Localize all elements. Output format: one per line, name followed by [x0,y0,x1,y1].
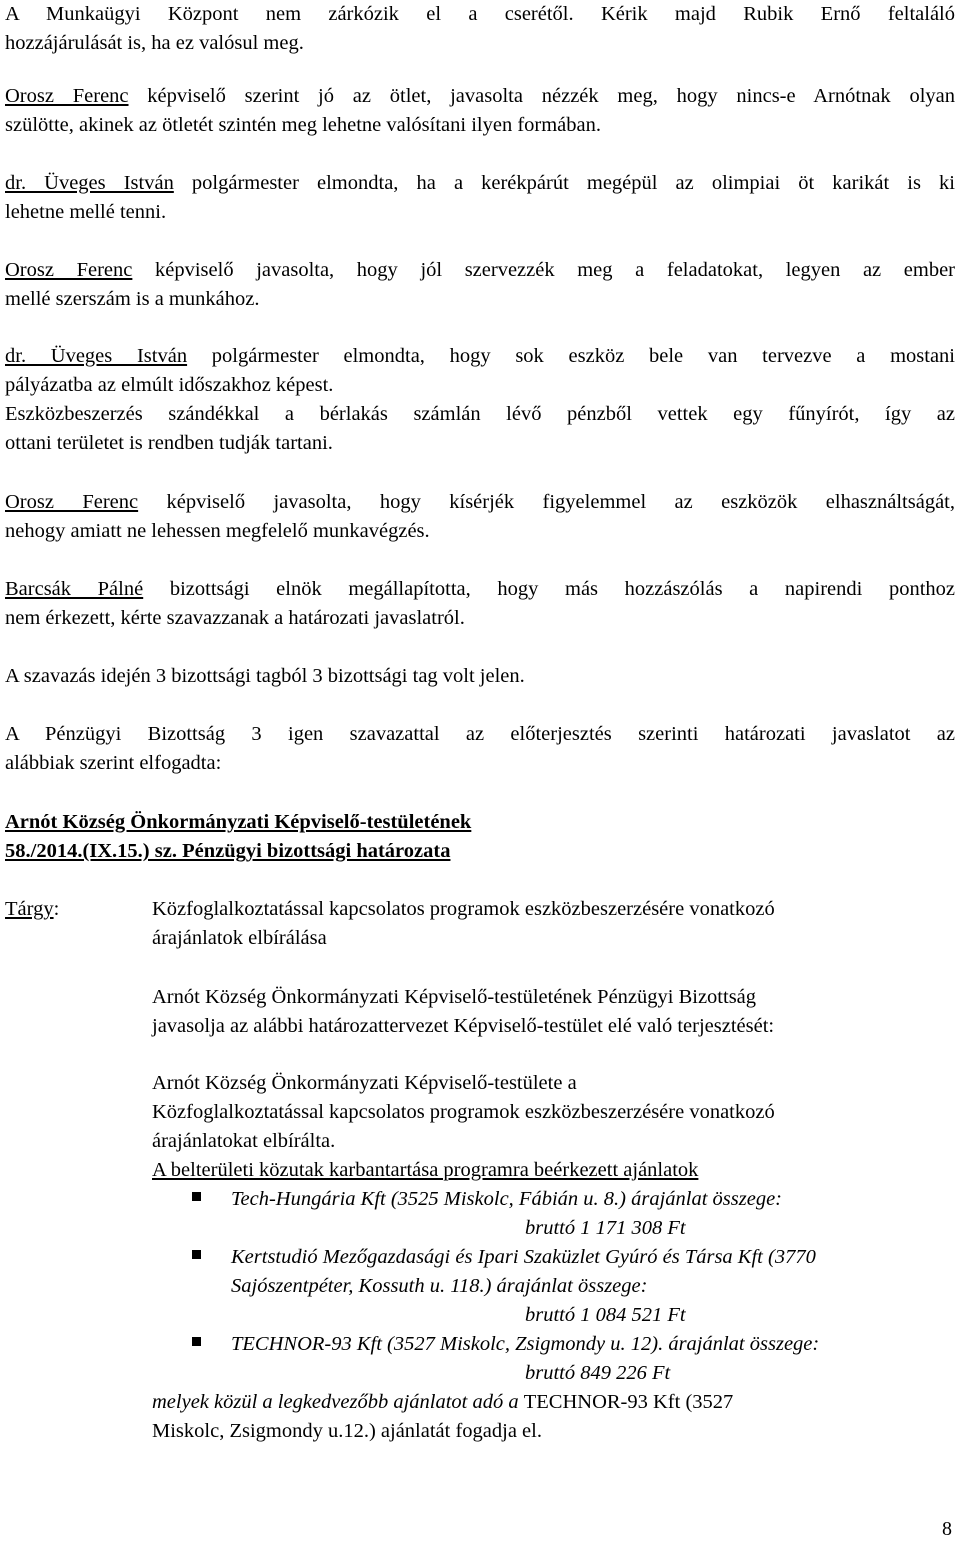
paragraph-5-line-3: Eszközbeszerzés szándékkal a bérlakás számlán lévő pénzből vettek egy fűnyírót, így az [5,403,955,425]
speaker-name: dr. Üveges István [5,345,188,367]
offer-1-amount: bruttó 1 171 308 Ft [525,1217,686,1239]
paragraph-5-line-1 [5,342,955,371]
voting-attendance: A szavazás idején 3 bizottsági tagból 3 bizottsági tag volt jelen. [5,665,525,687]
offer-3-line-1: TECHNOR-93 Kft (3527 Miskolc, Zsigmondy u. 12). árajánlat összege: [231,1333,820,1355]
paragraph-text: polgármester elmondta, hogy sok eszköz bele van tervezve a mostani [187,345,955,367]
decision-line-2: Közfoglalkoztatással kapcsolatos programok eszközbeszerzésére vonatkozó [152,1101,775,1123]
paragraph-text: bizottsági elnök megállapította, hogy más hozzászólás a napirendi ponthoz [143,578,955,600]
offer-1-line-1: Tech-Hungária Kft (3525 Miskolc, Fábián u. 8.) árajánlat összege: [231,1188,782,1210]
subject-colon: : [53,898,60,920]
page-number: 8 [942,1518,952,1540]
bullet-icon [192,1337,201,1346]
proposal-line-1: Arnót Község Önkormányzati Képviselő-testületének Pénzügyi Bizottság [152,986,757,1008]
paragraph-6-line-2: nehogy amiatt ne lehessen megfelelő munkavégzés. [5,520,430,542]
paragraph-9-line-2: alábbiak szerint elfogadta: [5,752,222,774]
decision-line-1: Arnót Község Önkormányzati Képviselő-testülete a [152,1072,577,1094]
resolution-heading-line-2: 58./2014.(IX.15.) sz. Pénzügyi bizottsági határozata [5,840,451,862]
paragraph-5-line-4: ottani területet is rendben tudják tartani. [5,432,333,454]
proposal-line-2: javasolja az alábbi határozattervezet Képviselő-testület elé való terjesztését: [152,1015,775,1037]
paragraph-4-line-1 [5,256,955,285]
paragraph-2-line-1 [5,82,955,111]
paragraph-1-line-2: hozzájárulását is, ha ez valósul meg. [5,32,304,54]
paragraph-3-line-1 [5,169,955,198]
speaker-name: dr. Üveges István [5,172,174,194]
offer-2-line-1: Kertstudió Mezőgazdasági és Ipari Szaküzlet Gyúró és Társa Kft (3770 [231,1246,816,1268]
subject-label-text: Tárgy [5,898,54,920]
conclusion-line-2: Miskolc, Zsigmondy u.12.) ajánlatát fogadja el. [152,1420,542,1442]
subject-line-2: árajánlatok elbírálása [152,927,327,949]
paragraph-9-line-1: A Pénzügyi Bizottság 3 igen szavazattal az előterjesztés szerinti határozati javaslatot az [5,723,955,745]
conclusion-company: TECHNOR-93 Kft (3527 [523,1391,734,1413]
speaker-name: Orosz Ferenc [5,85,129,107]
bullet-icon [192,1250,201,1259]
conclusion-line-1 [152,1388,733,1417]
conclusion-italic-text: melyek közül a legkedvezőbb ajánlatot adó a [152,1391,524,1413]
subject-label [5,895,59,924]
paragraph-7-line-2: nem érkezett, kérte szavazzanak a határozati javaslatról. [5,607,465,629]
subject-line-1: Közfoglalkoztatással kapcsolatos programok eszközbeszerzésére vonatkozó [152,898,775,920]
paragraph-4-line-2: mellé szerszám is a munkához. [5,288,260,310]
paragraph-text: képviselő javasolta, hogy kísérjék figyelemmel az eszközök elhasználtságát, [138,491,955,513]
offer-2-amount: bruttó 1 084 521 Ft [525,1304,686,1326]
offer-3-amount: bruttó 849 226 Ft [525,1362,671,1384]
speaker-name: Orosz Ferenc [5,259,133,281]
paragraph-3-line-2: lehetne mellé tenni. [5,201,167,223]
paragraph-1-line-1: A Munkaügyi Központ nem zárkózik el a cserétől. Kérik majd Rubik Ernő feltaláló [5,3,955,25]
paragraph-text: képviselő javasolta, hogy jól szervezzék meg a feladatokat, legyen az ember [132,259,956,281]
decision-line-3: árajánlatokat elbírálta. [152,1130,336,1152]
resolution-heading-line-1: Arnót Község Önkormányzati Képviselő-testületének [5,811,472,833]
program-title: A belterületi közutak karbantartása programra beérkezett ajánlatok [152,1159,699,1181]
paragraph-text: képviselő szerint jó az ötlet, javasolta nézzék meg, hogy nincs-e Arnótnak olyan [128,85,955,107]
paragraph-7-line-1 [5,575,955,604]
offer-2-line-2: Sajószentpéter, Kossuth u. 118.) árajánlat összege: [231,1275,648,1297]
bullet-icon [192,1192,201,1201]
paragraph-2-line-2: szülötte, akinek az ötletét szintén meg lehetne valósítani ilyen formában. [5,114,602,136]
speaker-name: Barcsák Pálné [5,578,144,600]
paragraph-5-line-2: pályázatba az elmúlt időszakhoz képest. [5,374,334,396]
speaker-name: Orosz Ferenc [5,491,139,513]
paragraph-6-line-1 [5,488,955,517]
paragraph-text: polgármester elmondta, ha a kerékpárút megépül az olimpiai öt karikát is ki [173,172,955,194]
